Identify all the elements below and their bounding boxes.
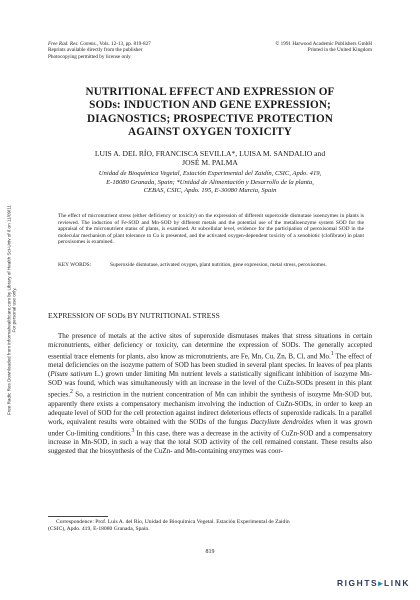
abstract: The effect of micronutrient stress (either deficiency or toxicity) on the expression of different superoxide dismutase isoenzymes in plants is reviewed. The induction of Fe-SOD and Mn-SOD by different metals and the potential use of the metalloenzyme system SOD for the appraisal of the micronutrient status of plants, is examined. At subcellular level, evidence for the participation of peroxisomal SOD in the molecular mechanism of plant tolerance to Cu is presented, and the activated oxygen-dependent toxicity of a xenobiotic (clofibrate) in plant peroxisomes is examined. <box>58 213 364 246</box>
citation: 2 <box>69 389 73 396</box>
species-name: Dactylium dendroides <box>250 417 314 426</box>
download-watermark <box>2 120 22 500</box>
affiliation-line: E-18080 Granada, Spain; *Unidad de Alimentación y Desarrollo de la planta, <box>106 178 314 186</box>
author-line: JOSÉ M. PALMA <box>182 158 238 168</box>
species-name: Pisum sativum <box>50 370 93 379</box>
body-span: So, a restriction in the nutrient concentration of Mn can inhibit the synthesis of isozyme Mn-SOD but, apparently there exists a compensatory mechanism involving the induction of CuZn-SODs, in order to keep an adequate level of SOD for the cell protection against indirect deleterious effects of superoxide radicals. In a parallel work, equivalent results were obtained with the SODs of the fungus <box>48 390 372 426</box>
body-span: The effect of metal deficiencies on the isozyme pattern of SOD has been studied in several plant species. In leaves of pea plants ( <box>48 352 372 379</box>
photocopy-note: Photocopying permitted by license only <box>48 53 131 60</box>
author-list <box>48 149 372 167</box>
copyright-line: © 1991 Harwood Academic Publishers GmbH <box>275 41 372 47</box>
title-line: SODs: INDUCTION AND GENE EXPRESSION; <box>89 99 331 112</box>
journal-name: Free Rad. Res. Comms., <box>48 41 99 47</box>
page-number: 819 <box>205 549 215 555</box>
title-line: AGAINST OXYGEN TOXICITY <box>128 126 292 139</box>
body-span: when it was grown under Cu-limiting conditions. <box>48 417 373 437</box>
affiliation <box>48 170 372 196</box>
volume-pages: Vols. 12-13, pp. 819-827 <box>99 41 151 47</box>
footnote-line: (CSIC), Apdo. 419, E-18080 Granada, Spain. <box>48 526 150 533</box>
citation: 1 <box>330 351 334 357</box>
section-heading: EXPRESSION OF SODs BY NUTRITIONAL STRESS <box>48 311 220 320</box>
publisher-header <box>275 41 372 54</box>
body-paragraph <box>48 332 372 456</box>
author-line: LUIS A. DEL RÍO, FRANCISCA SEVILLA*, LUISA M. SANDALIO and <box>94 149 326 158</box>
journal-header <box>48 41 151 60</box>
rightslink-logo[interactable] <box>337 578 410 588</box>
footnote-line: Correspondence: Prof. Luis A. del Río, Unidad de Bioquímica Vegetal. Estación Experimental de Zaidín <box>56 519 290 525</box>
keywords-label: KEY WORDS: <box>58 262 92 268</box>
title-line: DIAGNOSTICS; PROSPECTIVE PROTECTION <box>87 112 333 125</box>
body-span: In this case, there was a decrease in the activity of CuZn-SOD and a compensatory increase in Mn-SOD, in such a way that the total SOD activity of the cell remained constant. These results also suggested that the biosynthesis of the CuZn- and Mn-containing enzymes was coor- <box>48 428 372 455</box>
keywords-text: Superoxide dismutase, activated oxygen, plant nutrition, gene expression, metal stress, peroxisomes. <box>110 262 327 268</box>
rightslink-arrow-icon: ▸ <box>378 578 385 588</box>
watermark-text <box>7 205 18 415</box>
correspondence-footnote <box>48 519 372 533</box>
affiliation-line: CEBAS, CSIC, Apdo. 195, E-30080 Murcia, Spain <box>143 187 277 195</box>
title-line: NUTRITIONAL EFFECT AND EXPRESSION OF <box>85 86 335 98</box>
citation: 3 <box>131 427 135 434</box>
affiliation-line: Unidad de Bioquímica Vegetal, Estación Experimental del Zaidín, CSIC, Apdo. 419, <box>98 170 322 177</box>
rightslink-part: LINK <box>384 578 410 588</box>
rightslink-part: RIGHTS <box>336 578 379 588</box>
article-title <box>48 86 372 140</box>
body-span: L.) grown under limiting Mn nutrient levels a statistically significant inhibition of isozyme Mn-SOD was found, which was simultaneously with an increase in the level of the CuZn-SODs present in this plant species. <box>48 370 372 399</box>
body-span: The presence of metals at the active sites of superoxide dismutases makes that stress situations in certain micronutrients, either deficiency or toxicity, can determine the expression of SODs. The generally accepted essential trace elements for plants, also know as micronutrients, are Fe, Mn, Cu, Zn, B, Cl, and Mo. <box>48 332 372 361</box>
body-text <box>48 332 372 456</box>
keywords <box>58 262 364 269</box>
reprints-note: Reprints available directly from the publisher <box>48 47 143 54</box>
watermark-line: Free Radic Res Downloaded from informahealthcare.com by Library of Health Sci-Univ of Il on 11/09/11 <box>6 204 12 416</box>
footnote-rule <box>48 516 108 517</box>
watermark-line: For personal use only. <box>12 287 17 333</box>
printed-line: Printed in the United Kingdom <box>307 47 372 54</box>
